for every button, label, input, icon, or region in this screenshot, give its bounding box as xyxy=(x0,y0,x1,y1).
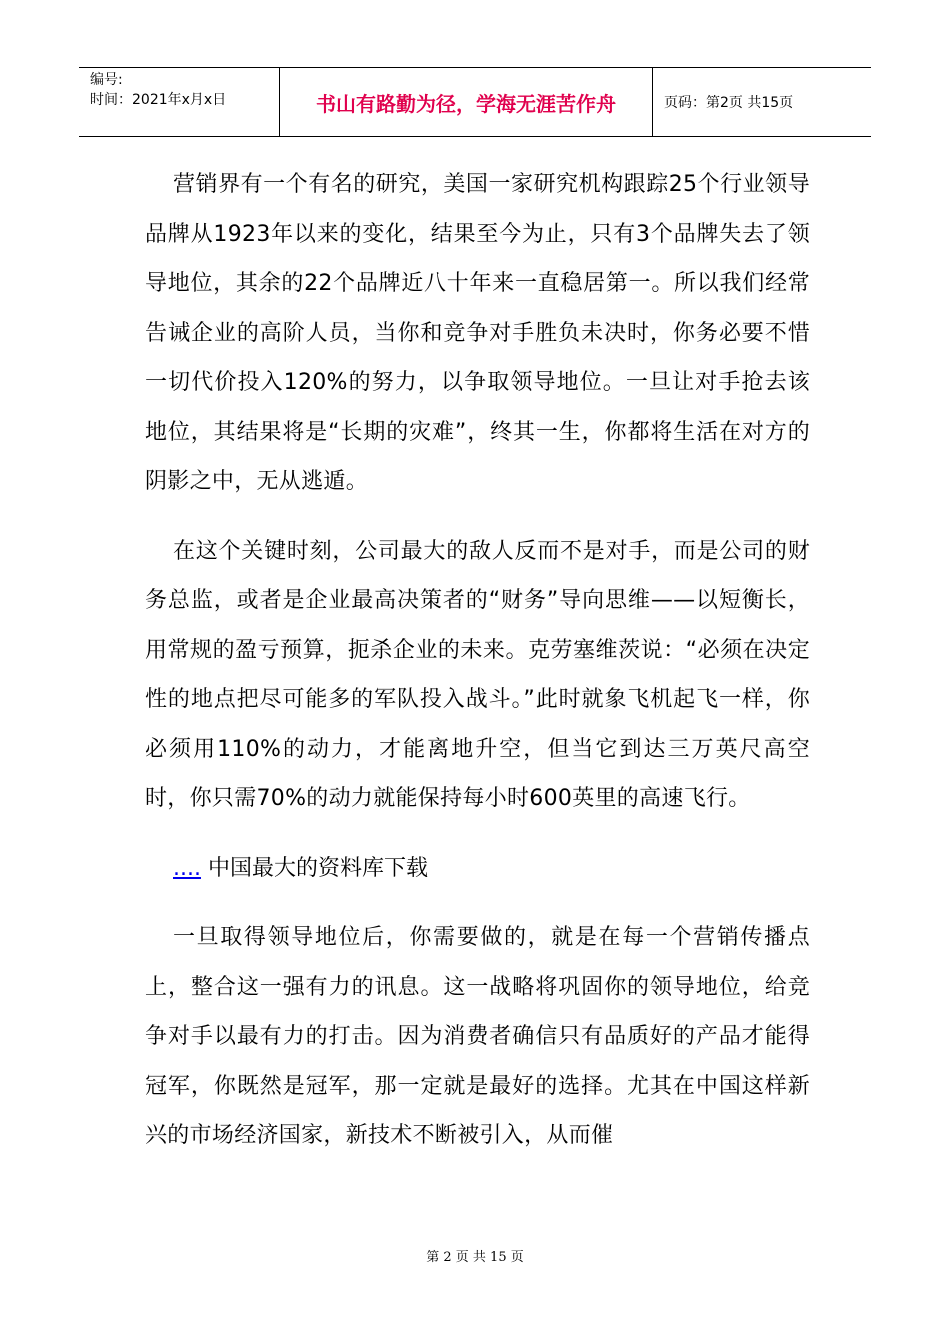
paragraph-2: 在这个关键时刻，公司最大的敌人反而不是对手，而是公司的财务总监，或者是企业最高决策者的“财务”导向思维——以短衡长，用常规的盈亏预算，扼杀企业的未来。克劳塞维茨说：“必须在决定性的地点把尽可能多的军队投入战斗。”此时就象飞机起飞一样，你必须用110%的动力，才能离地升空，但当它到达三万英尺高空时，你只需70%的动力就能保持每小时600英里的高速飞行。 xyxy=(145,538,810,811)
number-label: 编号: xyxy=(90,72,123,88)
header-page-info: 页码：第2页 共15页 xyxy=(664,95,794,111)
download-link-line xyxy=(145,844,810,894)
time-label: 时间：2021年x月x日 xyxy=(90,92,227,108)
header-meta xyxy=(79,68,280,136)
download-link[interactable]: .... xyxy=(173,855,201,881)
download-link-suffix: 中国最大的资料库下载 xyxy=(200,855,428,881)
document-body xyxy=(145,160,810,1161)
page-header xyxy=(79,67,871,137)
paragraph-1: 营销界有一个有名的研究，美国一家研究机构跟踪25个行业领导品牌从1923年以来的变化，结果至今为止，只有3个品牌失去了领导地位，其余的22个品牌近八十年来一直稳居第一。所以我们经常告诫企业的高阶人员，当你和竞争对手胜负未决时，你务必要不惜一切代价投入120%的努力，以争取领导地位。一旦让对手抢去该地位，其结果将是“长期的灾难”，终其一生，你都将生活在对方的阴影之中，无从逃遁。 xyxy=(145,172,810,494)
header-motto: 书山有路勤为径，学海无涯苦作舟 xyxy=(280,68,653,136)
page-footer: 第 2 页 共 15 页 xyxy=(426,1250,524,1265)
paragraph-3: 一旦取得领导地位后，你需要做的，就是在每一个营销传播点上，整合这一强有力的讯息。这一战略将巩固你的领导地位，给竞争对手以最有力的打击。因为消费者确信只有品质好的产品才能得冠军，你既然是冠军，那一定就是最好的选择。尤其在中国这样新兴的市场经济国家，新技术不断被引入，从而催 xyxy=(145,925,810,1148)
